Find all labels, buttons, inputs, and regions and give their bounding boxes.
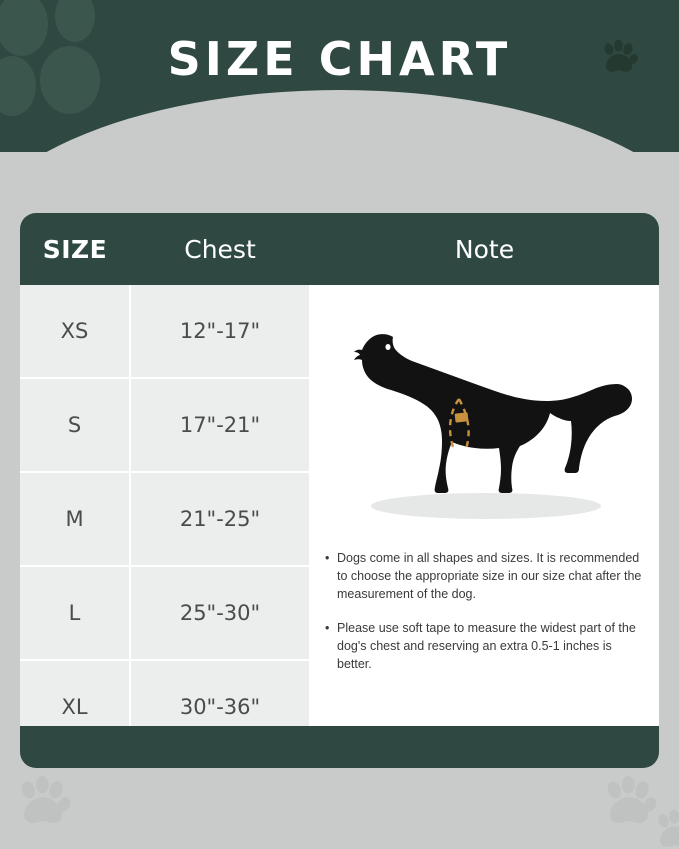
note-content [311, 293, 659, 739]
cell-size: L [20, 566, 130, 660]
column-header-size: SIZE [20, 213, 130, 285]
bullet-icon: • [325, 550, 330, 565]
paw-print-icon [14, 774, 72, 832]
paw-print-icon [600, 774, 658, 832]
cell-size: M [20, 472, 130, 566]
page-title: SIZE CHART [167, 32, 512, 86]
cell-chest: 12"-17" [130, 285, 310, 378]
note-item [325, 619, 645, 673]
footer-decoration [0, 768, 679, 849]
table-header-row [20, 213, 659, 285]
cell-note [310, 285, 659, 738]
note-text: Please use soft tape to measure the widest part of the dog's chest and reserving an extra 0.5-1 inches is better. [337, 620, 636, 672]
table-row [20, 285, 659, 378]
header-banner [0, 0, 679, 152]
cell-chest: 21"-25" [130, 472, 310, 566]
bullet-icon: • [325, 620, 330, 635]
cell-chest: 17"-21" [130, 378, 310, 472]
footer-bar [20, 726, 659, 768]
column-header-chest: Chest [130, 213, 310, 285]
cell-size: XS [20, 285, 130, 378]
size-chart-table [20, 213, 659, 738]
table-body [20, 285, 659, 738]
dog-silhouette-icon [331, 321, 641, 511]
dog-illustration [311, 293, 659, 543]
cell-size: S [20, 378, 130, 472]
size-chart-table-container [20, 213, 659, 738]
note-item [325, 549, 645, 603]
table-header [20, 213, 659, 285]
paw-print-icon [652, 808, 679, 849]
note-text: Dogs come in all shapes and sizes. It is recommended to choose the appropriate size in our size chat after the measurement of the dog. [337, 550, 642, 601]
column-header-note: Note [310, 213, 659, 285]
cell-chest: 30"-36" [130, 660, 310, 738]
cell-size: XL [20, 660, 130, 738]
note-list [325, 549, 645, 690]
cell-chest: 25"-30" [130, 566, 310, 660]
